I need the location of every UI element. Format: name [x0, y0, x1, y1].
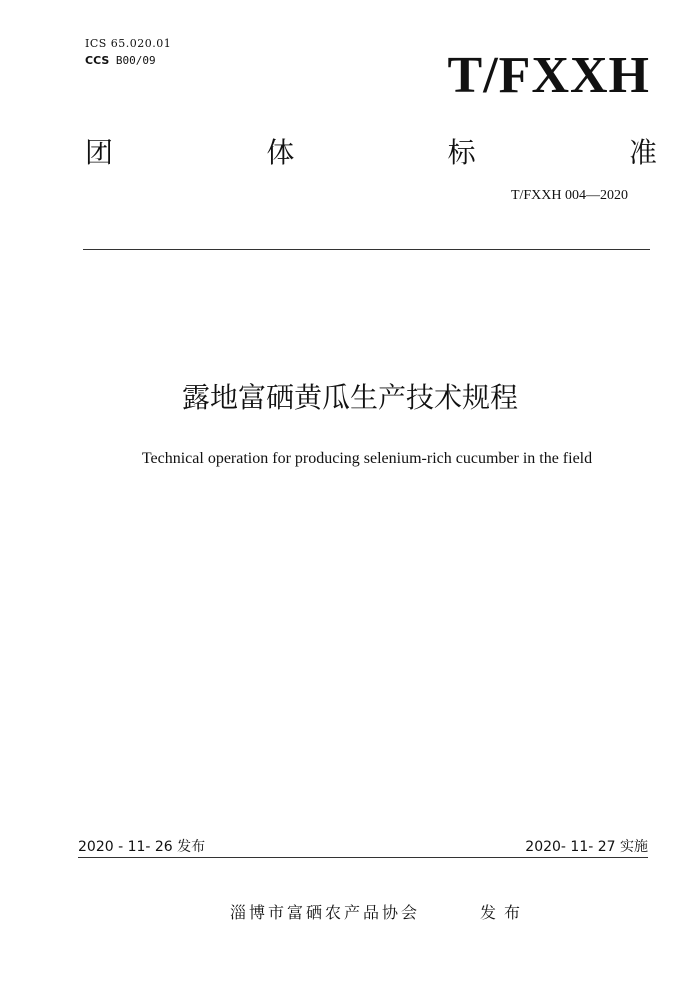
standard-type-heading [85, 136, 657, 170]
effective-date: 2020- 11- 27 实施 [525, 839, 648, 855]
document-title-english: Technical operation for producing selenium-rich cucumber in the field [141, 450, 593, 467]
standard-type-char: 体 [266, 136, 295, 169]
standard-type-char: 标 [447, 136, 476, 169]
footer-divider [78, 857, 648, 858]
standard-brand-logo: T/FXXH [447, 47, 650, 104]
publisher-name: 淄博市富硒农产品协会 [230, 903, 421, 922]
standard-type-char: 团 [85, 136, 114, 169]
ics-code: ICS 65.020.01 [85, 37, 172, 50]
ccs-label: CCS [85, 54, 110, 67]
ccs-value: B00/09 [115, 54, 156, 67]
standard-type-char: 准 [628, 136, 657, 169]
ccs-code [85, 53, 156, 68]
standard-number: T/FXXH 004—2020 [510, 188, 628, 203]
document-title-chinese: 露地富硒黄瓜生产技术规程 [181, 381, 518, 414]
header-divider [83, 249, 650, 250]
publish-label: 发布 [480, 903, 529, 922]
publication-date: 2020 - 11- 26 发布 [78, 839, 206, 855]
